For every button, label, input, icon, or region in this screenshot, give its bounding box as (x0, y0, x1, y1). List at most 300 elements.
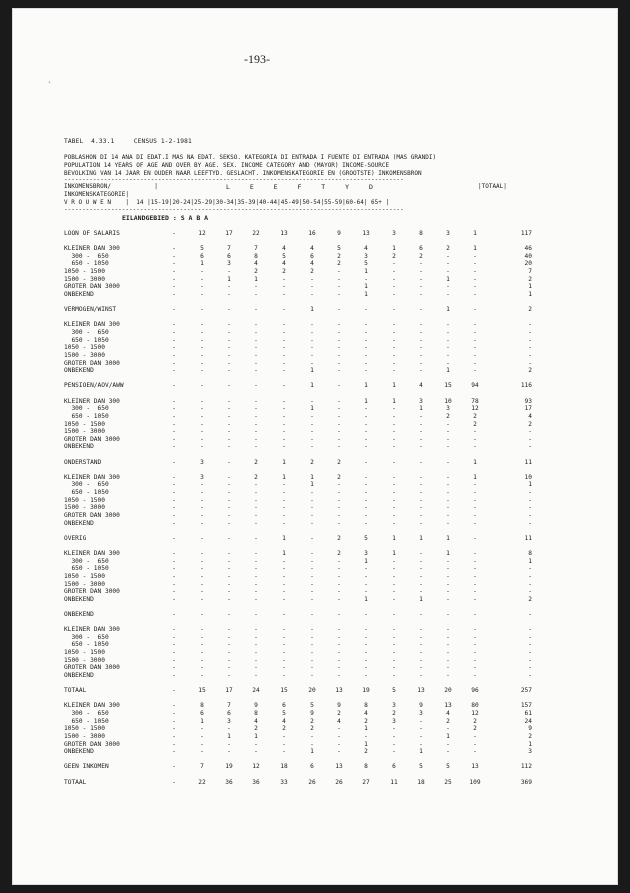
table-cell: - (227, 306, 231, 314)
table-cell: 5 (282, 252, 286, 260)
table-cell: 9 (310, 710, 314, 718)
table-cell: - (310, 329, 314, 337)
table-cell: - (446, 740, 450, 748)
table-cell: - (392, 572, 396, 580)
table-cell: 109 (469, 778, 481, 786)
table-cell: 13 (362, 230, 370, 237)
table-cell: - (200, 511, 204, 519)
table-cell: - (310, 649, 314, 657)
table-cell: - (254, 511, 258, 519)
row-label: 650 - 1050 (64, 565, 109, 573)
table-cell: - (254, 283, 258, 291)
table-cell: - (419, 717, 423, 725)
row-total: - (528, 351, 532, 359)
table-cell: - (310, 641, 314, 649)
table-cell: - (172, 435, 176, 443)
table-cell: - (337, 671, 341, 679)
table-cell: 4 (310, 245, 314, 253)
table-cell: - (254, 534, 258, 542)
row-total: 1 (528, 740, 532, 748)
row-total: - (528, 511, 532, 519)
table-cell: - (310, 534, 314, 542)
table-cell: - (200, 641, 204, 649)
table-cell: - (337, 367, 341, 375)
table-cell: 6 (419, 245, 423, 253)
table-cell: - (172, 588, 176, 596)
col-header-source: INKOMENSBRON/ | (64, 183, 158, 190)
table-cell: 2 (282, 725, 286, 733)
table-cell: - (227, 641, 231, 649)
table-cell: - (254, 290, 258, 298)
table-cell: - (172, 405, 176, 413)
table-cell: - (473, 572, 477, 580)
table-cell: - (200, 420, 204, 428)
table-cell: - (282, 611, 286, 618)
table-cell: - (419, 443, 423, 451)
table-cell: - (419, 336, 423, 344)
table-cell: - (310, 740, 314, 748)
table-cell: 1 (419, 534, 423, 542)
table-cell: - (172, 275, 176, 283)
table-cell: - (392, 260, 396, 268)
table-cell: 1 (473, 230, 477, 237)
table-cell: - (172, 580, 176, 588)
table-cell: - (337, 740, 341, 748)
table-cell: - (419, 664, 423, 672)
row-label: 1500 - 3000 (64, 732, 105, 740)
table-cell: - (446, 504, 450, 512)
table-cell: 8 (254, 252, 258, 260)
row-label: ONBEKEND (64, 443, 94, 451)
table-cell: - (419, 435, 423, 443)
table-cell: - (419, 458, 423, 466)
table-cell: 6 (200, 710, 204, 718)
table-cell: 2 (310, 458, 314, 466)
table-cell: 7 (227, 702, 231, 710)
table-cell: - (227, 489, 231, 497)
table-cell: - (364, 435, 368, 443)
row-total: 7 (528, 268, 532, 276)
table-cell: - (200, 321, 204, 329)
table-cell: - (172, 428, 176, 436)
table-cell: - (392, 435, 396, 443)
table-cell: - (473, 534, 477, 542)
table-cell: 1 (310, 367, 314, 375)
table-cell: - (364, 351, 368, 359)
table-cell: - (419, 550, 423, 558)
table-cell: - (419, 626, 423, 634)
table-cell: - (282, 557, 286, 565)
row-label: PENSIOEN/AOV/AWW (64, 382, 124, 390)
table-cell: 2 (337, 458, 341, 466)
table-cell: - (172, 321, 176, 329)
table-cell: - (310, 588, 314, 596)
table-cell: 94 (471, 382, 479, 390)
table-cell: - (446, 329, 450, 337)
table-cell: 22 (198, 778, 206, 786)
table-cell: - (364, 572, 368, 580)
table-cell: - (310, 344, 314, 352)
table-cell: - (172, 717, 176, 725)
table-cell: - (227, 565, 231, 573)
table-cell: - (446, 641, 450, 649)
table-cell: - (392, 740, 396, 748)
table-cell: - (172, 550, 176, 558)
table-cell: - (446, 268, 450, 276)
table-cell: - (282, 626, 286, 634)
row-label: 650 - 1050 (64, 260, 109, 268)
row-total: - (528, 344, 532, 352)
table-cell: 19 (225, 763, 233, 771)
table-cell: 1 (446, 275, 450, 283)
table-cell: - (392, 268, 396, 276)
table-cell: - (200, 626, 204, 634)
table-cell: - (172, 504, 176, 512)
row-label: 650 - 1050 (64, 641, 109, 649)
table-cell: - (473, 329, 477, 337)
table-cell: - (282, 740, 286, 748)
table-cell: - (172, 732, 176, 740)
row-label: ONDERSTAND (64, 458, 102, 466)
row-label: KLEINER DAN 300 (64, 321, 120, 329)
table-cell: 4 (446, 710, 450, 718)
row-total: 1 (528, 481, 532, 489)
table-cell: - (473, 504, 477, 512)
table-cell: 2 (254, 458, 258, 466)
table-cell: - (337, 595, 341, 603)
table-cell: - (337, 626, 341, 634)
row-total: - (528, 496, 532, 504)
table-cell: - (200, 367, 204, 375)
table-cell: - (337, 588, 341, 596)
table-cell: - (337, 519, 341, 527)
table-cell: - (172, 748, 176, 756)
table-cell: - (419, 671, 423, 679)
table-cell: 1 (392, 382, 396, 390)
table-cell: - (200, 397, 204, 405)
row-total: - (528, 611, 532, 618)
table-cell: - (172, 519, 176, 527)
table-cell: 4 (254, 260, 258, 268)
row-total: 10 (524, 473, 532, 481)
table-cell: - (337, 275, 341, 283)
table-cell: - (172, 725, 176, 733)
table-cell: 1 (227, 732, 231, 740)
table-cell: 1 (364, 397, 368, 405)
table-cell: - (254, 359, 258, 367)
table-cell: - (419, 344, 423, 352)
header-rule-top: ---------------------------------------------------------------------------------------------- (64, 176, 404, 183)
table-cell: 3 (446, 405, 450, 413)
table-cell: - (473, 511, 477, 519)
table-cell: - (473, 435, 477, 443)
table-cell: - (446, 572, 450, 580)
table-cell: - (227, 283, 231, 291)
table-cell: - (282, 671, 286, 679)
row-label: KLEINER DAN 300 (64, 245, 120, 253)
table-cell: 5 (200, 245, 204, 253)
row-total: - (528, 633, 532, 641)
table-cell: - (419, 351, 423, 359)
table-cell: 1 (392, 245, 396, 253)
table-cell: - (282, 580, 286, 588)
table-cell: - (337, 611, 341, 618)
table-cell: 1 (310, 481, 314, 489)
row-label: 300 - 650 (64, 329, 109, 337)
table-cell: - (200, 268, 204, 276)
table-cell: - (337, 321, 341, 329)
table-cell: - (310, 572, 314, 580)
table-cell: - (282, 405, 286, 413)
table-cell: - (419, 496, 423, 504)
table-cell: - (392, 412, 396, 420)
table-cell: - (446, 481, 450, 489)
table-cell: - (254, 496, 258, 504)
table-cell: - (446, 283, 450, 291)
table-cell: 17 (225, 230, 233, 237)
row-total: 369 (520, 778, 532, 786)
table-cell: - (446, 496, 450, 504)
table-cell: - (364, 359, 368, 367)
table-cell: - (254, 435, 258, 443)
table-cell: - (419, 649, 423, 657)
title-line-pap: POBLASHON DI 14 ANA DI EDAT.I MAS NA EDAT. SEKSO. KATEGORIA DI ENTRADA I FUENTE DI ENTRADA (MAS GRANDI) (64, 154, 437, 161)
table-cell: - (419, 367, 423, 375)
table-cell: - (473, 443, 477, 451)
table-cell: - (364, 367, 368, 375)
table-cell: - (446, 351, 450, 359)
table-cell: - (172, 649, 176, 657)
table-cell: - (337, 290, 341, 298)
table-cell: - (473, 321, 477, 329)
table-cell: - (200, 443, 204, 451)
table-cell: 5 (364, 534, 368, 542)
table-cell: - (337, 336, 341, 344)
row-label: ONBEKEND (64, 595, 94, 603)
row-total: - (528, 671, 532, 679)
table-cell: - (200, 435, 204, 443)
table-cell: - (473, 740, 477, 748)
table-cell: - (419, 519, 423, 527)
table-cell: - (446, 595, 450, 603)
table-cell: 1 (364, 557, 368, 565)
table-cell: 3 (364, 252, 368, 260)
table-cell: - (172, 572, 176, 580)
table-cell: - (172, 534, 176, 542)
table-cell: - (172, 382, 176, 390)
row-total: 2 (528, 367, 532, 375)
table-cell: - (473, 748, 477, 756)
table-cell: - (392, 611, 396, 618)
table-cell: 12 (471, 710, 479, 718)
table-cell: - (282, 435, 286, 443)
table-cell: - (392, 443, 396, 451)
table-cell: - (200, 283, 204, 291)
table-cell: - (227, 420, 231, 428)
table-cell: 18 (417, 778, 425, 786)
row-total: 2 (528, 595, 532, 603)
table-cell: - (473, 367, 477, 375)
table-cell: 2 (419, 252, 423, 260)
table-cell: - (172, 329, 176, 337)
table-cell: - (227, 344, 231, 352)
table-cell: - (310, 336, 314, 344)
table-cell: - (419, 656, 423, 664)
table-cell: - (172, 283, 176, 291)
title-line-en: POPULATION 14 YEARS OF AGE AND OVER BY AGE. SEX. INCOME CATEGORY AND (MAYOR) INCOME-SOURCE (64, 162, 390, 169)
table-id: TABEL 4.33.1 (64, 138, 115, 145)
table-cell: - (200, 611, 204, 618)
table-cell: - (392, 306, 396, 314)
table-cell: - (200, 382, 204, 390)
table-cell: - (473, 519, 477, 527)
table-cell: - (172, 496, 176, 504)
table-cell: 5 (364, 260, 368, 268)
table-cell: - (473, 557, 477, 565)
table-cell: - (282, 367, 286, 375)
table-cell: 25 (444, 778, 452, 786)
table-cell: - (473, 550, 477, 558)
table-cell: 1 (446, 550, 450, 558)
table-cell: - (473, 595, 477, 603)
table-cell: - (200, 732, 204, 740)
table-cell: - (200, 359, 204, 367)
table-cell: - (337, 641, 341, 649)
table-cell: - (310, 496, 314, 504)
table-cell: - (473, 344, 477, 352)
table-cell: - (282, 565, 286, 573)
table-cell: - (227, 321, 231, 329)
table-cell: - (254, 580, 258, 588)
row-label: GROTER DAN 3000 (64, 359, 120, 367)
table-cell: - (364, 306, 368, 314)
leeftyd-label: L E E F T Y D (226, 183, 381, 191)
table-cell: - (364, 565, 368, 573)
table-cell: - (364, 275, 368, 283)
table-cell: 1 (310, 382, 314, 390)
table-cell: - (473, 611, 477, 618)
table-cell: - (473, 275, 477, 283)
row-label: KLEINER DAN 300 (64, 626, 120, 634)
table-cell: - (446, 748, 450, 756)
row-label: ONBEKEND (64, 611, 94, 618)
table-cell: - (172, 778, 176, 786)
table-cell: - (364, 626, 368, 634)
table-cell: - (392, 725, 396, 733)
table-cell: - (364, 504, 368, 512)
row-total: 61 (524, 710, 532, 718)
table-cell: 4 (282, 260, 286, 268)
table-cell: - (310, 275, 314, 283)
row-total: 8 (528, 550, 532, 558)
table-cell: - (364, 321, 368, 329)
table-cell: 2 (337, 534, 341, 542)
table-cell: - (227, 656, 231, 664)
table-cell: - (310, 519, 314, 527)
table-cell: 2 (473, 725, 477, 733)
table-cell: 5 (337, 245, 341, 253)
table-cell: - (473, 633, 477, 641)
table-cell: 2 (337, 252, 341, 260)
table-cell: - (392, 420, 396, 428)
table-cell: - (310, 489, 314, 497)
table-cell: - (337, 481, 341, 489)
table-cell: - (446, 649, 450, 657)
row-label: TOTAAL (64, 687, 87, 695)
table-cell: 1 (419, 405, 423, 413)
table-cell: - (254, 367, 258, 375)
table-cell: - (200, 740, 204, 748)
row-total: 24 (524, 717, 532, 725)
table-cell: 1 (446, 367, 450, 375)
table-cell: - (282, 656, 286, 664)
table-cell: 2 (473, 412, 477, 420)
table-cell: - (419, 557, 423, 565)
page-number: -193- (244, 52, 270, 66)
table-cell: - (419, 275, 423, 283)
table-cell: 1 (473, 245, 477, 253)
table-cell: - (419, 412, 423, 420)
row-label: ONBEKEND (64, 748, 94, 756)
table-cell: 3 (392, 717, 396, 725)
table-cell: - (282, 641, 286, 649)
table-cell: 5 (392, 687, 396, 695)
row-label: 1050 - 1500 (64, 268, 105, 276)
table-cell: 13 (417, 687, 425, 695)
row-label: 1500 - 3000 (64, 580, 105, 588)
table-cell: - (473, 351, 477, 359)
row-label: 650 - 1050 (64, 489, 109, 497)
row-total: - (528, 321, 532, 329)
table-cell: 7 (200, 763, 204, 771)
table-cell: - (227, 611, 231, 618)
row-label: 1500 - 3000 (64, 275, 105, 283)
table-cell: - (419, 290, 423, 298)
table-cell: - (310, 283, 314, 291)
table-cell: - (364, 405, 368, 413)
table-cell: - (364, 519, 368, 527)
table-cell: - (200, 329, 204, 337)
table-cell: - (282, 412, 286, 420)
table-cell: - (200, 580, 204, 588)
row-label: ONBEKEND (64, 671, 94, 679)
table-cell: - (473, 260, 477, 268)
table-cell: - (227, 496, 231, 504)
table-cell: 13 (471, 763, 479, 771)
table-cell: - (282, 359, 286, 367)
table-cell: 22 (252, 230, 260, 237)
table-cell: - (364, 649, 368, 657)
table-cell: - (446, 626, 450, 634)
row-label: GROTER DAN 3000 (64, 740, 120, 748)
table-cell: - (227, 519, 231, 527)
table-cell: - (282, 633, 286, 641)
table-cell: - (364, 329, 368, 337)
table-cell: 9 (337, 230, 341, 237)
table-cell: 2 (473, 420, 477, 428)
table-cell: 24 (252, 687, 260, 695)
row-label: TOTAAL (64, 778, 87, 786)
table-cell: - (200, 481, 204, 489)
row-total: 2 (528, 275, 532, 283)
table-cell: - (227, 633, 231, 641)
table-cell: - (337, 351, 341, 359)
table-cell: - (254, 633, 258, 641)
table-cell: - (172, 595, 176, 603)
table-cell: 1 (446, 534, 450, 542)
table-cell: - (200, 405, 204, 413)
table-cell: 27 (362, 778, 370, 786)
